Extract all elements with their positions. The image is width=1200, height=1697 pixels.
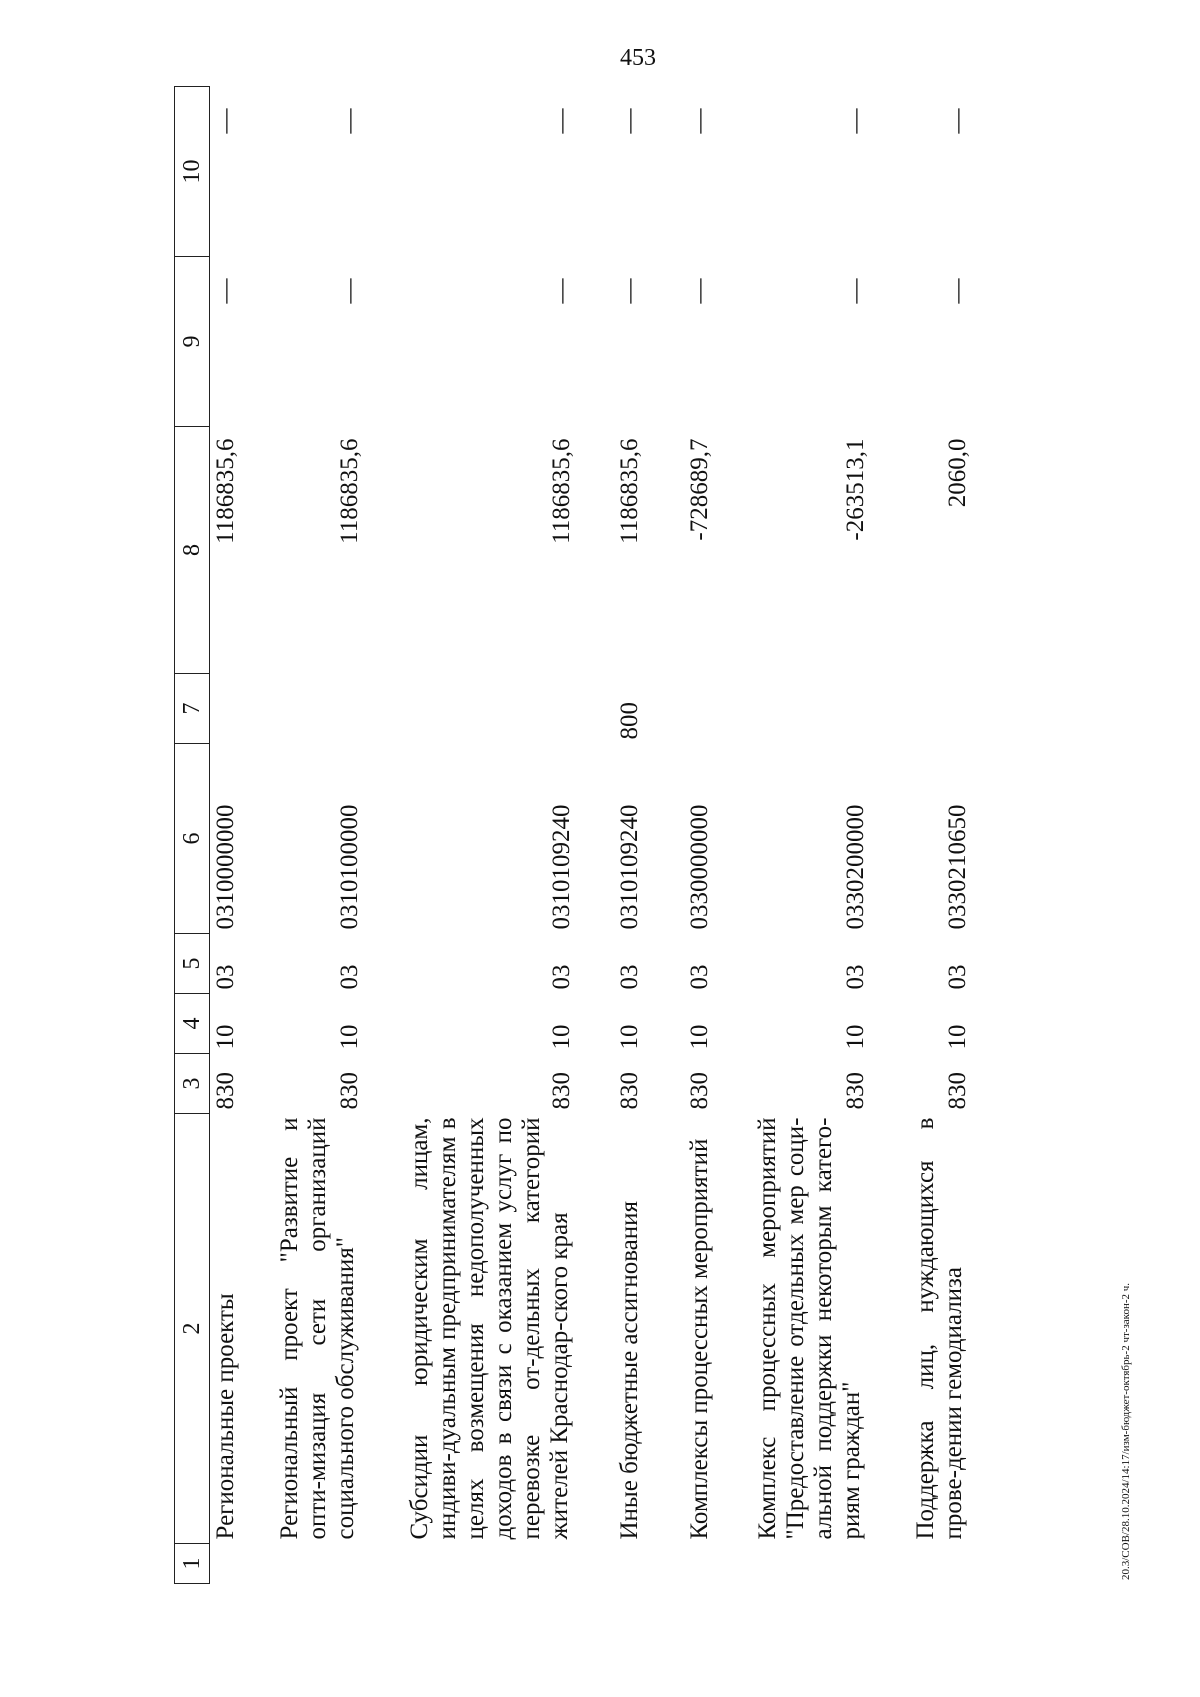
header-col-7: 7 <box>175 674 210 744</box>
table-row <box>404 87 614 1584</box>
header-row <box>175 87 210 1584</box>
cell-col10: — <box>943 108 971 134</box>
header-col-10: 10 <box>175 87 210 257</box>
cell-col1 <box>910 1544 990 1584</box>
cell-col7 <box>684 674 752 744</box>
budget-table-rotated <box>174 87 1042 1584</box>
cell-name: Иные бюджетные ассигнования <box>615 1200 643 1540</box>
header-col-3: 3 <box>175 1054 210 1114</box>
cell-col10: — <box>841 108 869 134</box>
table-row <box>210 87 274 1584</box>
cell-col6: 0310109240 <box>615 804 643 930</box>
table-row <box>274 87 404 1584</box>
cell-col5: 03 <box>943 964 971 990</box>
cell-col10: — <box>212 108 239 134</box>
cell-col8: 1186835,6 <box>212 438 239 544</box>
cell-col7 <box>910 674 990 744</box>
header-col-5: 5 <box>175 934 210 994</box>
cell-col4: 10 <box>943 1024 971 1050</box>
table-row <box>684 87 752 1584</box>
budget-table <box>174 86 990 1584</box>
cell-col10: — <box>335 108 363 134</box>
cell-col9: — <box>335 278 363 304</box>
cell-col8: 2060,0 <box>943 438 971 508</box>
table-row <box>910 87 990 1584</box>
cell-col4: 10 <box>335 1024 363 1050</box>
cell-col9: — <box>943 278 971 304</box>
cell-col7 <box>404 674 614 744</box>
footer-filename: 20.3/СОВ/28.10.2024/14:17/изм-бюджет-октябрь-2 чт-закон-2 ч. <box>1120 1282 1132 1580</box>
cell-col10: — <box>685 108 713 134</box>
cell-col1 <box>614 1544 684 1584</box>
cell-name: Комплекс процессных мероприятий "Предоставление отдельных мер соци-альной поддержки некоторым катего-риям граждан" <box>753 1117 865 1540</box>
cell-col5: 03 <box>685 964 713 990</box>
header-col-2: 2 <box>175 1114 210 1544</box>
cell-col6: 0310000000 <box>212 804 239 930</box>
cell-col8: -263513,1 <box>841 438 869 541</box>
cell-col5: 03 <box>547 964 575 990</box>
cell-col1 <box>752 1544 910 1584</box>
cell-col3: 830 <box>841 1072 869 1110</box>
page-number: 453 <box>620 45 656 71</box>
cell-col3: 830 <box>685 1072 713 1110</box>
cell-col3: 830 <box>212 1072 239 1110</box>
cell-name: Региональные проекты <box>212 1293 239 1540</box>
cell-col6: 0330000000 <box>685 804 713 930</box>
cell-col9: — <box>212 278 239 304</box>
header-col-8: 8 <box>175 427 210 674</box>
cell-col3: 830 <box>615 1072 643 1110</box>
cell-col6: 0330200000 <box>841 804 869 930</box>
cell-col7 <box>274 674 404 744</box>
cell-col1 <box>274 1544 404 1584</box>
cell-col8: 1186835,6 <box>335 438 363 544</box>
header-col-4: 4 <box>175 994 210 1054</box>
cell-col9: — <box>685 278 713 304</box>
cell-name: Поддержка лиц, нуждающихся в прове-дении гемодиализа <box>911 1117 967 1540</box>
table-row <box>614 87 684 1584</box>
cell-col8: 1186835,6 <box>547 438 575 544</box>
cell-col1 <box>684 1544 752 1584</box>
table-row <box>752 87 910 1584</box>
cell-name: Субсидии юридическим лицам, индиви-дуальным предпринимателям в целях возмещения недополученных доходов в связи с оказанием услуг по перевозке от-дельных категорий жителей Краснодар-ского края <box>405 1117 573 1540</box>
cell-col1 <box>404 1544 614 1584</box>
cell-col6: 0310100000 <box>335 804 363 930</box>
cell-col5: 03 <box>615 964 643 990</box>
cell-col1 <box>210 1544 274 1584</box>
header-col-6: 6 <box>175 744 210 934</box>
cell-col5: 03 <box>841 964 869 990</box>
cell-col4: 10 <box>212 1024 239 1050</box>
cell-col3: 830 <box>943 1072 971 1110</box>
cell-col7 <box>752 674 910 744</box>
cell-col6: 0310109240 <box>547 804 575 930</box>
cell-col4: 10 <box>841 1024 869 1050</box>
header-col-9: 9 <box>175 257 210 427</box>
cell-col7: 800 <box>615 702 643 740</box>
cell-col9: — <box>841 278 869 304</box>
cell-name: Комплексы процессных мероприятий <box>685 1138 713 1540</box>
cell-col8: -728689,7 <box>685 438 713 541</box>
cell-col5: 03 <box>212 964 239 990</box>
header-col-1: 1 <box>175 1544 210 1584</box>
cell-col5: 03 <box>335 964 363 990</box>
cell-col9: — <box>547 278 575 304</box>
cell-col6: 0330210650 <box>943 804 971 930</box>
cell-col8: 1186835,6 <box>615 438 643 544</box>
cell-col4: 10 <box>615 1024 643 1050</box>
cell-col4: 10 <box>685 1024 713 1050</box>
cell-col10: — <box>547 108 575 134</box>
cell-col4: 10 <box>547 1024 575 1050</box>
cell-col3: 830 <box>335 1072 363 1110</box>
cell-col10: — <box>615 108 643 134</box>
cell-col7 <box>210 674 274 744</box>
cell-col9: — <box>615 278 643 304</box>
cell-name: Региональный проект "Развитие и опти-мизация сети организаций социального обслуживания" <box>275 1117 359 1540</box>
cell-col3: 830 <box>547 1072 575 1110</box>
